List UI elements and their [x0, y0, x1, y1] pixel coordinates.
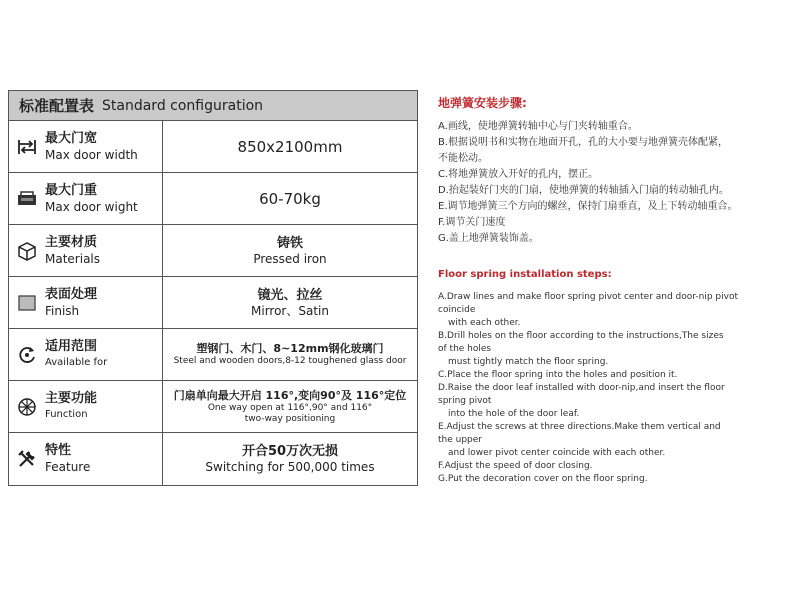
- spec-table-header: [9, 91, 417, 121]
- value-en: Mirror、Satin: [251, 303, 329, 318]
- label-zh: 最大门重: [45, 182, 98, 198]
- label-en: Max door width: [45, 147, 138, 162]
- step-zh-line: F.调节关门速度: [438, 217, 506, 228]
- label-zh: 最大门宽: [45, 130, 98, 146]
- step-zh-line: D.抬起装好门夹的门扇，使地弹簧的转轴插入门扇的转动轴孔内。: [438, 185, 729, 196]
- spec-row-finish: [9, 277, 417, 329]
- label-zh: 表面处理: [45, 286, 98, 302]
- label-zh: 特性: [45, 443, 72, 458]
- step-en-line: A.Draw lines and make floor spring pivot center and door-nip pivot: [438, 292, 739, 302]
- label-door-width: [45, 121, 163, 172]
- spec-table: [8, 90, 418, 486]
- step-en-line: and lower pivot center coincide with each other.: [448, 448, 666, 458]
- steps-title-en: Floor spring installation steps:: [438, 269, 612, 280]
- step-zh-line: E.调节地弹簧三个方向的螺丝，保持门扇垂直，及上下转动轴重合。: [438, 201, 738, 212]
- value-door-width: [163, 121, 417, 172]
- step-en-line: F.Adjust the speed of door closing.: [438, 461, 593, 471]
- step-en-line: G.Put the decoration cover on the floor spring.: [438, 474, 648, 484]
- step-en-line: the upper: [438, 435, 482, 445]
- spec-row-door-weight: [9, 173, 417, 225]
- spec-row-materials: [9, 225, 417, 277]
- label-materials: [45, 225, 163, 276]
- value-en-line2: two-way positioning: [244, 413, 336, 424]
- step-en-line: spring pivot: [438, 396, 492, 406]
- value-en: Steel and wooden doors,8-12 toughened glass door: [173, 356, 407, 366]
- step-en-line: coincide: [438, 305, 476, 315]
- spec-row-feature: [9, 433, 417, 485]
- label-function: [45, 381, 163, 432]
- label-en: Materials: [45, 251, 101, 266]
- header-title-en: Standard configuration: [102, 97, 264, 114]
- installation-steps: [438, 94, 794, 486]
- value-available-for: [163, 329, 417, 380]
- label-en: Max door wight: [45, 199, 138, 214]
- label-finish: [45, 277, 163, 328]
- steps-list-en: [438, 291, 794, 486]
- label-en: Function: [45, 408, 88, 420]
- step-en-line: E.Adjust the screws at three directions.Make them vertical and: [438, 422, 721, 432]
- step-zh-line: B.根据说明书和实物在地面开孔，孔的大小要与地弹簧壳体配紧，: [438, 137, 729, 148]
- finish-square-icon: [9, 277, 45, 328]
- spec-row-available-for: [9, 329, 417, 381]
- step-en-line: of the holes: [438, 344, 492, 354]
- label-feature: [45, 433, 163, 485]
- function-wheel-icon: [9, 381, 45, 432]
- header-title-zh: 标准配置表: [19, 97, 95, 115]
- value-text: 850x2100mm: [237, 137, 343, 156]
- value-en-line1: One way open at 116°,90° and 116°: [207, 402, 373, 413]
- value-zh: 塑钢门、木门、8~12mm钢化玻璃门: [196, 342, 384, 355]
- label-zh: 主要功能: [45, 390, 98, 406]
- value-zh: 铸铁: [276, 235, 303, 251]
- label-en: Finish: [45, 303, 80, 318]
- steps-list-zh: [438, 119, 794, 247]
- steps-title-zh: 地弹簧安装步骤:: [438, 96, 527, 110]
- tools-icon: [9, 433, 45, 485]
- value-feature: [163, 433, 417, 485]
- step-en-line: B.Drill holes on the floor according to the instructions,The sizes: [438, 331, 724, 341]
- step-en-line: into the hole of the door leaf.: [448, 409, 580, 419]
- spec-row-function: [9, 381, 417, 433]
- step-zh-line: C.将地弹簧放入开好的孔内，摆正。: [438, 169, 599, 180]
- value-zh: 开合50万次无损: [241, 444, 339, 459]
- value-en: Pressed iron: [253, 251, 327, 266]
- label-en: Feature: [45, 460, 91, 474]
- step-zh-line: A.画线，使地弹簧转轴中心与门夹转轴重合。: [438, 121, 638, 132]
- step-zh-line: 不能松动。: [438, 153, 488, 164]
- label-zh: 主要材质: [45, 234, 98, 250]
- door-width-icon: [9, 121, 45, 172]
- step-en-line: C.Place the floor spring into the holes and position it.: [438, 370, 678, 380]
- step-en-line: must tightly match the floor spring.: [448, 357, 609, 367]
- label-zh: 适用范围: [45, 338, 98, 354]
- value-function: [163, 381, 417, 432]
- value-zh: 门扇单向最大开启 116°,变向90°及 116°定位: [173, 388, 407, 402]
- label-en: Available for: [45, 356, 108, 368]
- value-door-weight: [163, 173, 417, 224]
- step-en-line: with each other.: [448, 318, 521, 328]
- spec-row-door-width: [9, 121, 417, 173]
- range-refresh-icon: [9, 329, 45, 380]
- value-en: Switching for 500,000 times: [205, 460, 375, 474]
- value-materials: [163, 225, 417, 276]
- value-finish: [163, 277, 417, 328]
- step-zh-line: G.盖上地弹簧装饰盖。: [438, 233, 539, 244]
- step-en-line: D.Raise the door leaf installed with door-nip,and insert the floor: [438, 383, 725, 393]
- label-available-for: [45, 329, 163, 380]
- value-text: 60-70kg: [259, 189, 321, 208]
- label-door-weight: [45, 173, 163, 224]
- door-weight-icon: [9, 173, 45, 224]
- value-zh: 镜光、拉丝: [257, 287, 323, 303]
- material-box-icon: [9, 225, 45, 276]
